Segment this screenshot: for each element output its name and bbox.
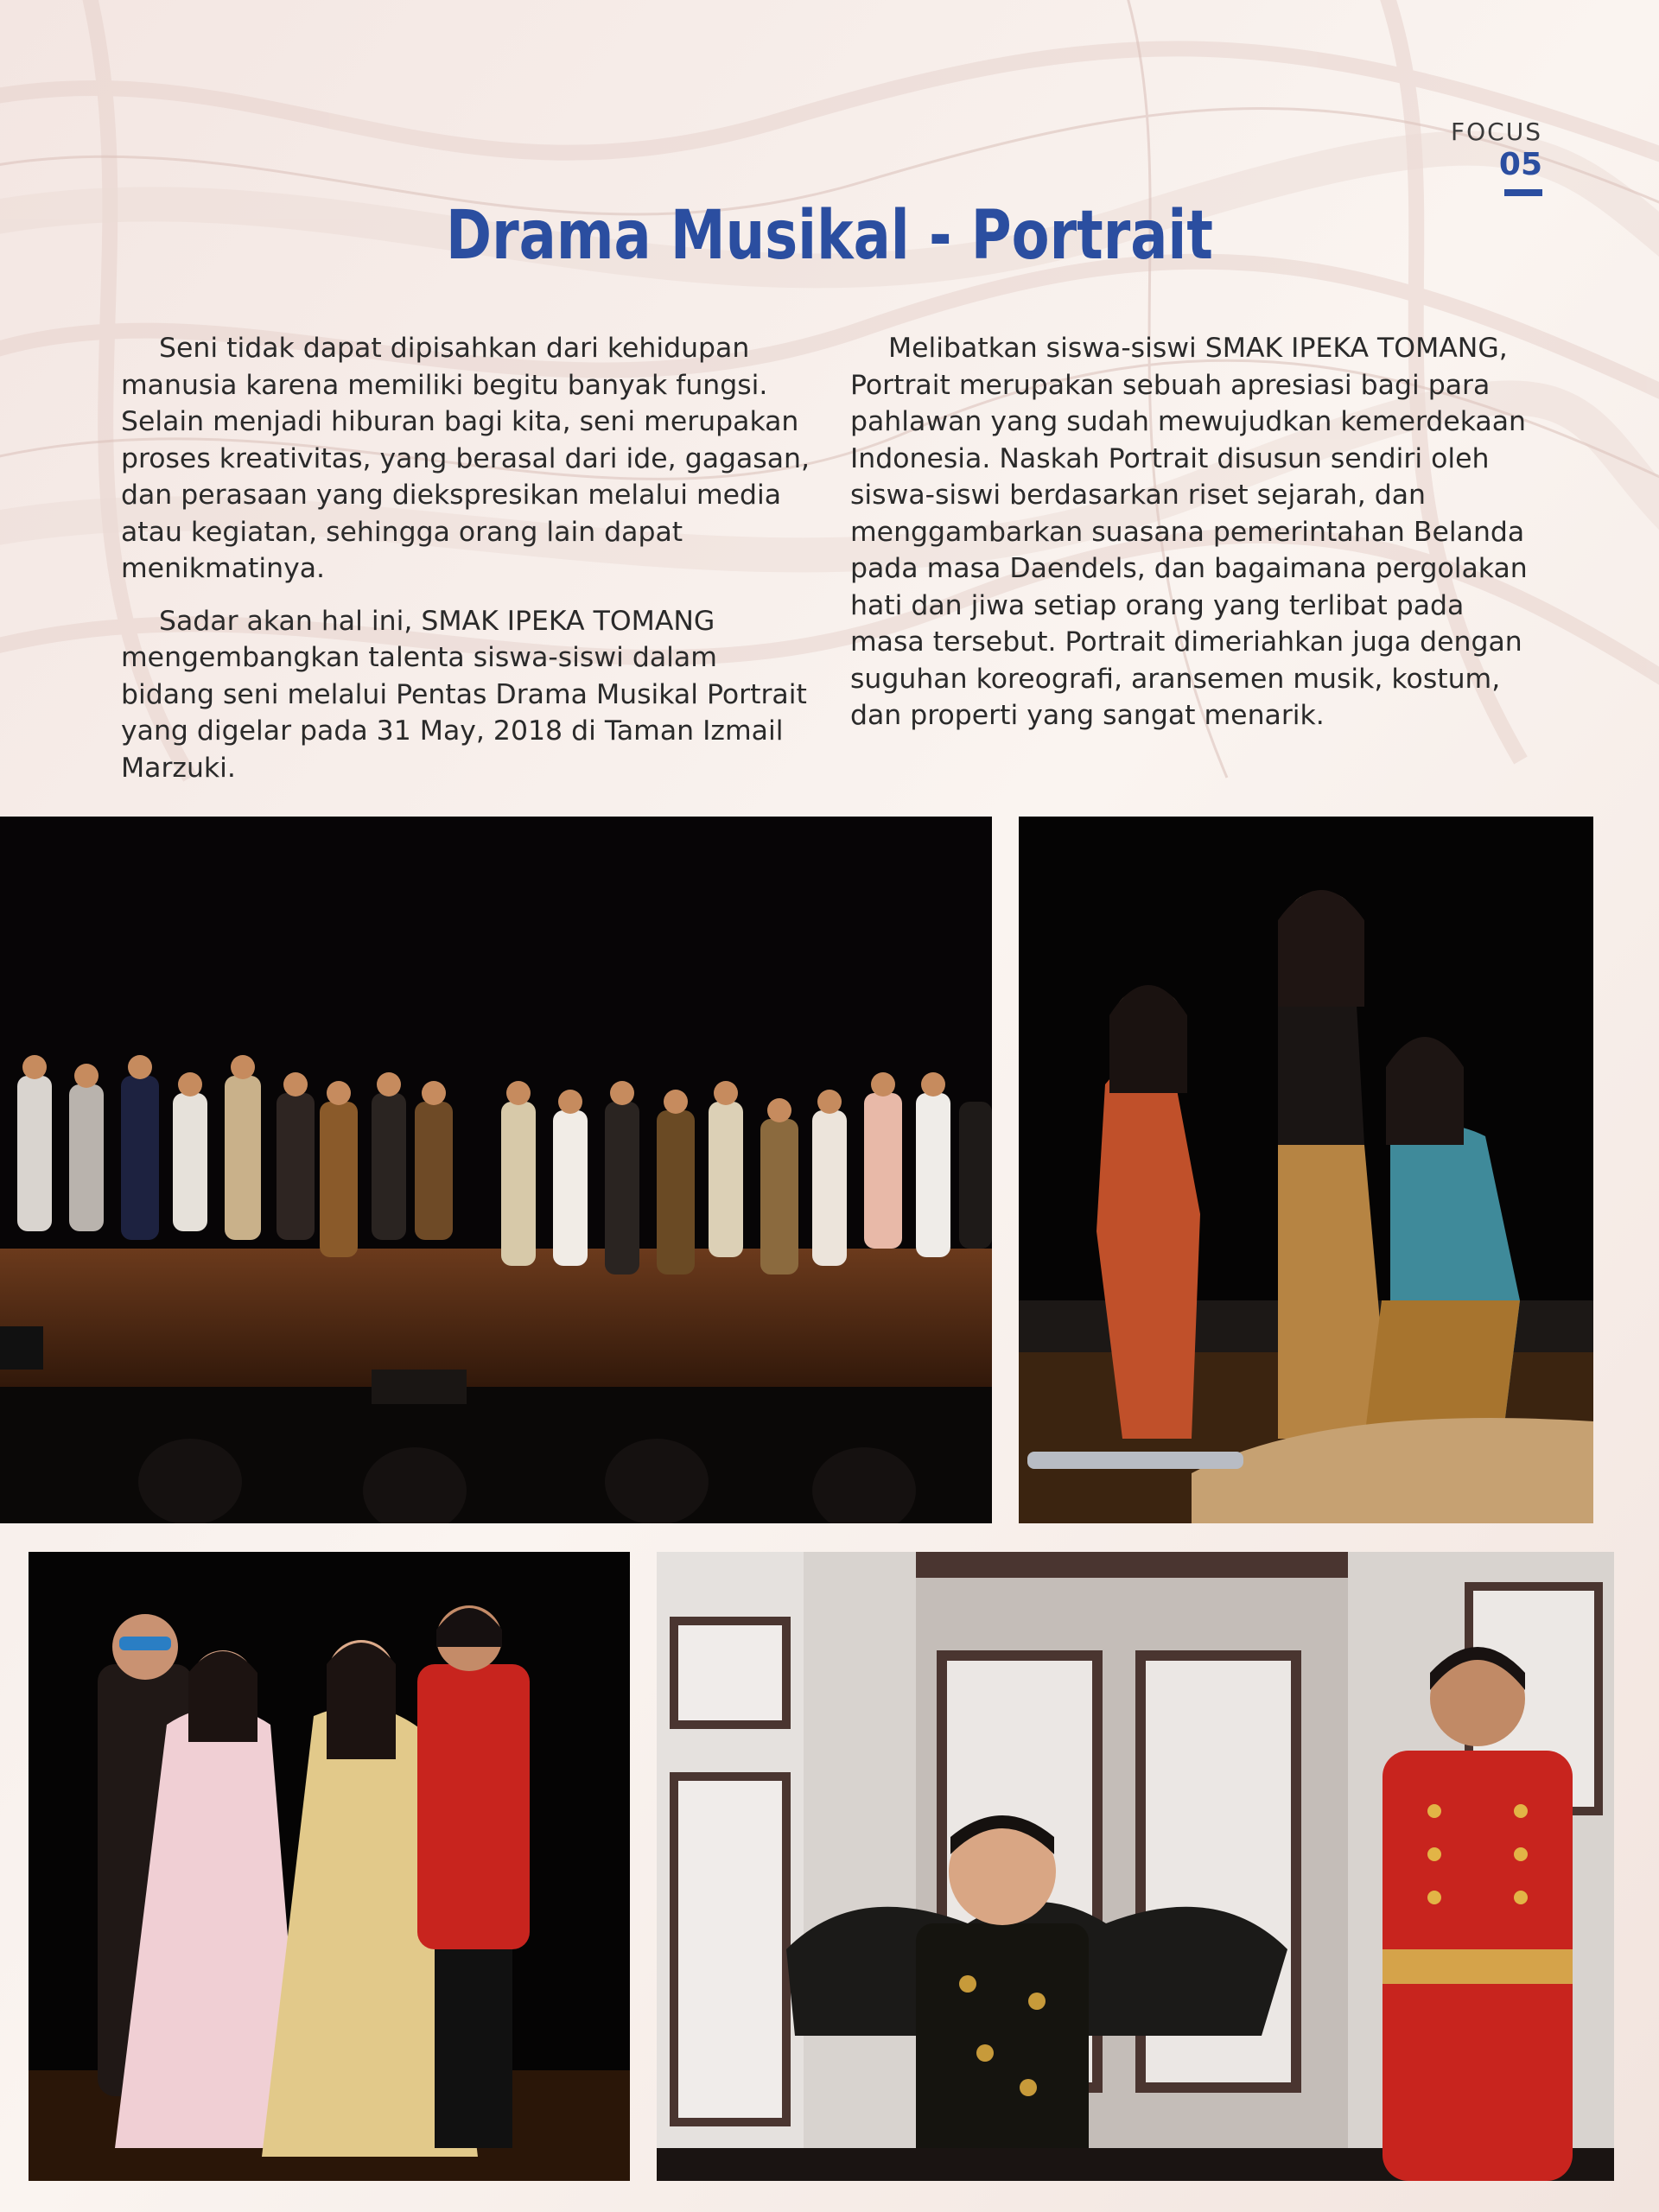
paragraph: Sadar akan hal ini, SMAK IPEKA TOMANG mengembangkan talenta siswa-siswi dalam bidang seni melalui Pentas Drama Musikal Portrait yang digelar pada 31 May, 2018 di Taman Izmail Marzuki. <box>121 605 807 784</box>
page-number: 05 <box>1498 147 1542 182</box>
article-title: Drama Musikal - Portrait <box>446 197 1213 275</box>
stage-ensemble-photo <box>0 817 992 1523</box>
paragraph: Seni tidak dapat dipisahkan dari kehidupan manusia karena memiliki begitu banyak fungsi. Selain menjadi hiburan bagi kita, seni merupakan proses kreativitas, yang berasal dari ide, gagasan, dan perasaan yang diekspresikan melalui media atau kegiatan, sehingga orang lain dapat menikmatinya. <box>121 333 810 584</box>
masquerade-dance-photo <box>29 1552 630 2181</box>
page-number-underline <box>1504 189 1542 196</box>
article-column-left <box>121 330 812 802</box>
paragraph: Melibatkan siswa-siswi SMAK IPEKA TOMANG, Portrait merupakan sebuah apresiasi bagi para pahlawan yang sudah mewujudkan kemerdekaan Indonesia. Naskah Portrait disusun sendiri oleh siswa-siswi berdasarkan riset sejarah, dan menggambarkan suasana pemerintahan Belanda pada masa Daendels, dan bagaimana pergolakan hati dan jiwa setiap orang yang terlibat pada masa tersebut. Portrait dimeriahkan juga dengan suguhan koreografi, aransemen musik, kostum, dan properti yang sangat menarik. <box>850 333 1528 731</box>
section-label: FOCUS <box>1451 118 1542 146</box>
article-column-right <box>850 330 1541 750</box>
three-women-photo <box>1019 817 1593 1523</box>
general-and-officer-photo <box>657 1552 1614 2181</box>
